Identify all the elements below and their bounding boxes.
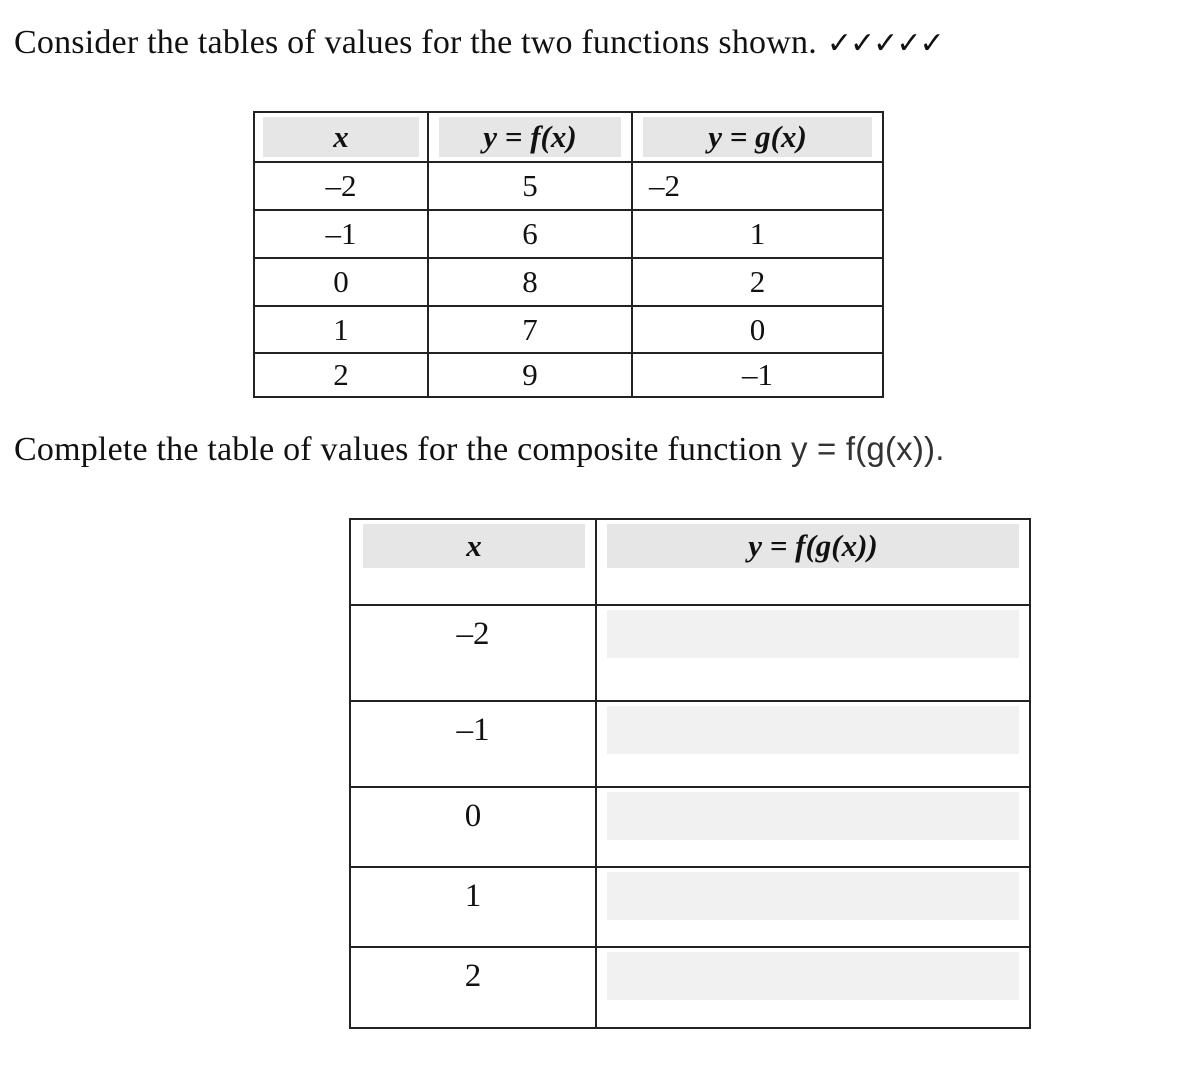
table-header-row (255, 113, 882, 161)
cell-x: 0 (464, 798, 482, 834)
cell-g: 1 (631, 211, 882, 257)
table-row (255, 305, 882, 352)
answer-input[interactable] (607, 792, 1019, 840)
cell-g: –2 (631, 163, 882, 209)
header-fg: y = f(g(x)) (595, 520, 1029, 604)
cell-g: 2 (631, 259, 882, 305)
cell-x: –1 (456, 712, 490, 748)
answer-input[interactable] (607, 706, 1019, 754)
table-row (351, 604, 1029, 700)
table-header-row (351, 520, 1029, 604)
cell-f: 6 (427, 211, 631, 257)
header-f: y = f(x) (427, 113, 631, 161)
cell-x: 2 (464, 958, 482, 994)
header-x: x (351, 520, 595, 604)
header-x: x (255, 113, 427, 161)
cell-g: 0 (631, 307, 882, 352)
table-row (255, 209, 882, 257)
table-row (351, 700, 1029, 786)
table-row (255, 257, 882, 305)
cell-x: 2 (333, 357, 349, 392)
prompt-text: Consider the tables of values for the two functions shown. (14, 24, 817, 61)
table-row (351, 946, 1029, 1027)
question-prompt (14, 24, 943, 62)
answer-input[interactable] (607, 872, 1019, 920)
cell-f: 5 (427, 163, 631, 209)
composite-answer-table (349, 518, 1031, 1029)
cell-f: 7 (427, 307, 631, 352)
composite-prompt (14, 430, 945, 469)
checkmarks-icon: ✓✓✓✓✓ (826, 26, 943, 61)
cell-g: –1 (631, 354, 882, 396)
header-g: y = g(x) (631, 113, 882, 161)
table-row (351, 866, 1029, 946)
table-row (351, 786, 1029, 866)
cell-x: –2 (456, 616, 490, 652)
cell-x: 0 (333, 264, 349, 299)
table-row (255, 352, 882, 396)
cell-f: 9 (427, 354, 631, 396)
cell-x: 1 (333, 311, 349, 347)
answer-input[interactable] (607, 952, 1019, 1000)
function-values-table (253, 111, 884, 398)
table-row (255, 161, 882, 209)
prompt-text: Complete the table of values for the composite function (14, 431, 783, 468)
cell-x: –1 (325, 216, 357, 251)
composite-function-label: y = f(g(x)). (790, 430, 945, 467)
cell-x: 1 (464, 878, 482, 914)
answer-input[interactable] (607, 610, 1019, 658)
cell-f: 8 (427, 259, 631, 305)
cell-x: –2 (325, 168, 357, 203)
